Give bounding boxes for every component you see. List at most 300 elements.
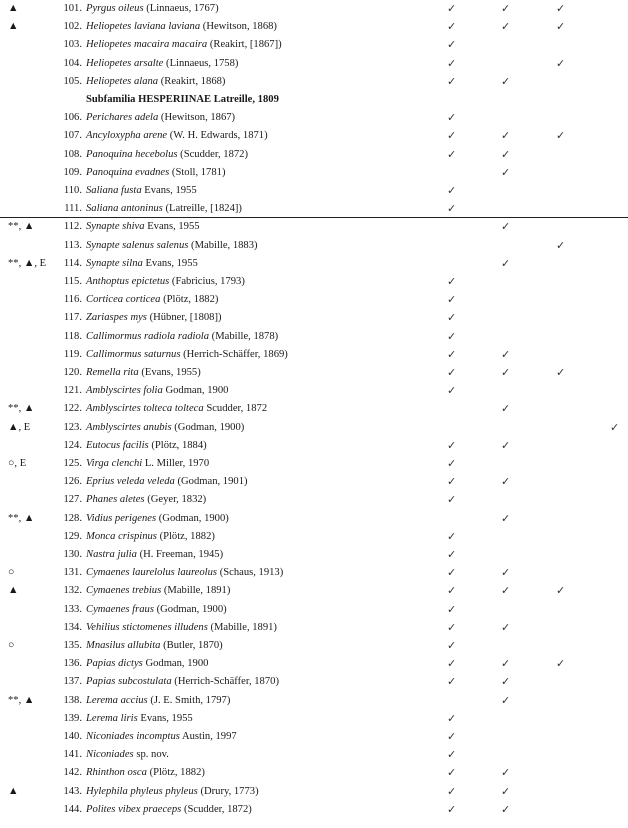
table-row xyxy=(0,546,628,564)
check-icon: ✓ xyxy=(447,676,457,689)
scientific-name: Callimormus saturnus xyxy=(86,348,181,360)
scientific-name: Synapte salenus salenus xyxy=(86,239,189,251)
check-icon: ✓ xyxy=(447,458,457,470)
species-name xyxy=(86,546,223,564)
species-number: 115. xyxy=(63,276,82,287)
check-icon: ✓ xyxy=(501,21,511,34)
scientific-name: Papias dictys xyxy=(86,658,143,670)
species-number: 120. xyxy=(63,367,82,378)
table-row xyxy=(0,109,628,127)
check-icon: ✓ xyxy=(447,749,457,762)
species-author: (Herrich-Schäffer, 1869) xyxy=(180,348,288,360)
scientific-name: Papias subcostulata xyxy=(86,676,172,688)
check-icon: ✓ xyxy=(447,367,457,379)
check-icon: ✓ xyxy=(501,658,511,671)
species-author: Evans, 1955 xyxy=(137,712,193,724)
species-author: (Hübner, [1808]) xyxy=(146,312,222,324)
check-icon: ✓ xyxy=(447,385,457,398)
species-author: (Latreille, [1824]) xyxy=(162,203,242,215)
species-author: (Mabille, 1883) xyxy=(188,239,258,251)
check-icon: ✓ xyxy=(447,567,457,580)
species-author: (Stoll, 1781) xyxy=(169,166,226,178)
status-marker: **, ▲ xyxy=(8,403,35,415)
table-row xyxy=(0,655,628,673)
scientific-name: Vidius perigenes xyxy=(86,512,157,524)
check-icon: ✓ xyxy=(447,731,457,743)
species-number: 138. xyxy=(63,694,82,706)
species-number: 132. xyxy=(63,585,82,597)
species-number: 127. xyxy=(63,494,82,506)
species-name xyxy=(86,146,248,164)
species-number: 106. xyxy=(63,112,82,124)
species-number: 112. xyxy=(63,221,82,233)
scientific-name: Cymaenes laurelolus laureolus xyxy=(86,567,218,579)
check-icon: ✓ xyxy=(501,476,511,489)
species-number: 137. xyxy=(63,676,82,688)
species-number: 136. xyxy=(63,658,82,670)
table-row xyxy=(0,127,628,145)
status-marker: ○ xyxy=(8,567,15,579)
species-name xyxy=(86,109,235,127)
table-row xyxy=(0,309,628,327)
table-row xyxy=(0,437,628,455)
table-row xyxy=(0,673,628,691)
scientific-name: Vehilius stictomenes illudens xyxy=(86,621,208,633)
species-name xyxy=(86,564,283,582)
scientific-name: Saliana antoninus xyxy=(86,203,163,215)
check-icon: ✓ xyxy=(447,185,457,197)
table-row xyxy=(0,619,628,637)
species-author: (Godman, 1900) xyxy=(156,512,229,524)
check-icon: ✓ xyxy=(447,203,457,216)
scientific-name: Anthoptus epictetus xyxy=(86,276,170,287)
table-row xyxy=(0,692,628,710)
table-row xyxy=(0,73,628,91)
scientific-name: Lerema accius xyxy=(86,694,148,706)
species-name xyxy=(86,328,278,346)
species-name xyxy=(86,655,208,673)
check-icon: ✓ xyxy=(447,112,457,125)
species-number: 129. xyxy=(63,530,82,542)
scientific-name: Mnasilus allubita xyxy=(86,640,161,651)
species-author: (Mabille, 1891) xyxy=(161,585,231,597)
check-icon: ✓ xyxy=(501,585,511,598)
species-author: (Godman, 1900) xyxy=(171,421,245,433)
species-number: 114. xyxy=(63,257,82,269)
check-icon: ✓ xyxy=(447,57,457,70)
scientific-name: Panoquina hecebolus xyxy=(86,148,178,160)
species-name xyxy=(86,419,244,437)
check-icon: ✓ xyxy=(501,130,511,143)
species-name xyxy=(86,801,252,819)
table-row xyxy=(0,637,628,655)
species-author: (W. H. Edwards, 1871) xyxy=(167,130,268,142)
species-number: 110. xyxy=(63,185,82,196)
table-row xyxy=(0,582,628,600)
check-icon: ✓ xyxy=(501,348,511,361)
status-marker: ▲ xyxy=(8,785,19,797)
scientific-name: Amblyscirtes anubis xyxy=(86,421,172,433)
species-name xyxy=(86,237,258,255)
species-author: (Linnaeus, 1767) xyxy=(143,3,219,14)
species-number: 144. xyxy=(63,803,82,815)
table-row xyxy=(0,510,628,528)
species-name xyxy=(86,309,222,327)
check-icon: ✓ xyxy=(556,239,566,252)
species-number: 139. xyxy=(63,712,82,724)
species-author: (Hewitson, 1868) xyxy=(200,21,277,33)
table-row xyxy=(0,783,628,801)
status-marker: ○ xyxy=(8,640,15,651)
check-icon: ✓ xyxy=(501,567,511,580)
scientific-name: Hylephila phyleus phyleus xyxy=(86,785,198,797)
species-author: (Linnaeus, 1758) xyxy=(163,57,239,69)
species-number: 142. xyxy=(63,767,82,779)
species-number: 126. xyxy=(63,476,82,488)
species-number: 107. xyxy=(63,130,82,142)
scientific-name: Niconiades incomptus xyxy=(86,731,180,742)
species-number: 109. xyxy=(63,166,82,178)
check-icon: ✓ xyxy=(447,803,457,816)
scientific-name: Ancyloxypha arene xyxy=(86,130,168,142)
species-author: (Butler, 1870) xyxy=(160,640,223,651)
table-row xyxy=(0,273,628,291)
scientific-name: Perichares adela xyxy=(86,112,159,124)
scientific-name: Heliopetes macaira macaira xyxy=(86,39,208,51)
species-author: Scudder, 1872 xyxy=(203,403,268,415)
table-row xyxy=(0,400,628,418)
scientific-name: Heliopetes alana xyxy=(86,75,159,87)
table-row xyxy=(0,746,628,764)
check-icon: ✓ xyxy=(447,21,457,34)
check-icon: ✓ xyxy=(501,621,511,634)
table-row xyxy=(0,364,628,382)
species-author: Austin, 1997 xyxy=(179,731,237,742)
table-row xyxy=(0,218,628,236)
table-row xyxy=(0,801,628,819)
species-name xyxy=(86,0,219,18)
species-name xyxy=(86,637,223,655)
check-icon: ✓ xyxy=(447,621,457,634)
species-number: 122. xyxy=(63,403,82,415)
species-number: 111. xyxy=(64,203,82,215)
scientific-name: Amblyscirtes folia xyxy=(86,385,163,397)
table-row xyxy=(0,182,628,200)
species-name xyxy=(86,18,277,36)
table-row xyxy=(0,0,628,18)
check-icon: ✓ xyxy=(501,694,511,707)
species-number: 113. xyxy=(63,239,82,251)
check-icon: ✓ xyxy=(501,166,511,179)
subfamily-heading: Subfamilia HESPERIINAE Latreille, 1809 xyxy=(86,94,279,105)
species-name xyxy=(86,528,215,546)
species-number: 103. xyxy=(63,39,82,51)
check-icon: ✓ xyxy=(447,75,457,88)
species-author: L. Miller, 1970 xyxy=(142,458,210,469)
species-name xyxy=(86,746,169,764)
check-icon: ✓ xyxy=(501,148,511,161)
species-author: (Reakirt, 1868) xyxy=(158,75,226,87)
check-icon: ✓ xyxy=(447,494,457,507)
species-author: (Reakirt, [1867]) xyxy=(207,39,282,51)
status-marker: **, ▲, E xyxy=(8,257,47,269)
species-name xyxy=(86,182,197,200)
table-row xyxy=(0,18,628,36)
status-marker: ▲, E xyxy=(8,421,31,433)
scientific-name: Monca crispinus xyxy=(86,530,157,542)
check-icon: ✓ xyxy=(501,3,511,15)
species-author: (Plötz, 1884) xyxy=(148,439,207,451)
table-row xyxy=(0,728,628,746)
check-icon: ✓ xyxy=(447,658,457,671)
table-row xyxy=(0,146,628,164)
status-marker: ▲ xyxy=(8,585,19,597)
check-icon: ✓ xyxy=(556,130,566,143)
species-author: Evans, 1955 xyxy=(144,221,200,233)
check-icon: ✓ xyxy=(447,476,457,489)
scientific-name: Rhinthon osca xyxy=(86,767,147,779)
species-name xyxy=(86,164,225,182)
species-author: (Evans, 1955) xyxy=(138,367,201,378)
subfamily-heading-row xyxy=(0,91,628,109)
scientific-name: Synapte shiva xyxy=(86,221,145,233)
species-author: (Fabricius, 1793) xyxy=(169,276,245,287)
check-icon: ✓ xyxy=(556,21,566,34)
species-name xyxy=(86,764,205,782)
species-name xyxy=(86,582,230,600)
species-number: 125. xyxy=(63,458,82,469)
check-icon: ✓ xyxy=(501,439,511,452)
scientific-name: Corticea corticea xyxy=(86,294,161,306)
scientific-name: Heliopetes laviana laviana xyxy=(86,21,201,33)
species-name xyxy=(86,491,206,509)
scientific-name: Nastra julia xyxy=(86,549,137,560)
species-number: 128. xyxy=(63,512,82,524)
table-row xyxy=(0,55,628,73)
species-number: 134. xyxy=(63,621,82,633)
check-icon: ✓ xyxy=(501,676,511,689)
table-row xyxy=(0,764,628,782)
species-number: 117. xyxy=(63,312,82,324)
species-name xyxy=(86,728,237,746)
species-number: 108. xyxy=(63,148,82,160)
species-author: (Plötz, 1882) xyxy=(156,530,215,542)
scientific-name: Pyrgus oileus xyxy=(86,3,144,14)
species-number: 123. xyxy=(63,421,82,433)
check-icon: ✓ xyxy=(447,712,457,725)
table-divider xyxy=(0,217,628,218)
table-row xyxy=(0,710,628,728)
species-author: (Godman, 1900) xyxy=(153,603,227,615)
species-number: 130. xyxy=(63,549,82,560)
species-name xyxy=(86,473,248,491)
scientific-name: Polites vibex praeceps xyxy=(86,803,182,815)
species-author: (Mabille, 1878) xyxy=(209,330,279,342)
table-row xyxy=(0,255,628,273)
scientific-name: Niconiades xyxy=(86,749,134,761)
species-number: 124. xyxy=(63,439,82,451)
scientific-name: Eprius veleda veleda xyxy=(86,476,175,488)
species-number: 118. xyxy=(63,330,82,342)
status-marker: ▲ xyxy=(8,3,19,14)
table-row xyxy=(0,564,628,582)
check-icon: ✓ xyxy=(501,803,511,816)
scientific-name: Panoquina evadnes xyxy=(86,166,170,178)
scientific-name: Phanes aletes xyxy=(86,494,145,506)
species-name xyxy=(86,601,227,619)
species-author: (Scudder, 1872) xyxy=(181,803,252,815)
species-name xyxy=(86,291,218,309)
check-icon: ✓ xyxy=(447,130,457,143)
species-number: 140. xyxy=(63,731,82,742)
species-name xyxy=(86,73,225,91)
table-row xyxy=(0,455,628,473)
species-author: (Drury, 1773) xyxy=(197,785,259,797)
check-icon: ✓ xyxy=(501,512,511,525)
check-icon: ✓ xyxy=(556,658,566,671)
species-author: (Hewitson, 1867) xyxy=(158,112,236,124)
species-author: sp. nov. xyxy=(133,749,169,761)
species-author: (Herrich-Schäffer, 1870) xyxy=(171,676,279,688)
species-number: 116. xyxy=(63,294,82,306)
species-number: 104. xyxy=(63,57,82,69)
species-name xyxy=(86,783,259,801)
species-number: 133. xyxy=(63,603,82,615)
check-icon: ✓ xyxy=(447,530,457,543)
species-name xyxy=(86,710,193,728)
scientific-name: Lerema liris xyxy=(86,712,138,724)
check-icon: ✓ xyxy=(447,348,457,361)
check-icon: ✓ xyxy=(447,294,457,307)
scientific-name: Callimormus radiola radiola xyxy=(86,330,210,342)
species-author: (Mabille, 1891) xyxy=(207,621,277,633)
species-author: Godman, 1900 xyxy=(162,385,229,397)
species-number: 121. xyxy=(63,385,82,397)
species-name xyxy=(86,510,229,528)
scientific-name: Saliana fusta xyxy=(86,185,142,196)
species-number: 102. xyxy=(63,21,82,33)
check-icon: ✓ xyxy=(447,585,457,598)
check-icon: ✓ xyxy=(447,3,457,15)
table-row xyxy=(0,291,628,309)
check-icon: ✓ xyxy=(447,640,457,652)
table-row xyxy=(0,346,628,364)
species-author: Evans, 1955 xyxy=(142,257,198,269)
species-name xyxy=(86,382,228,400)
check-icon: ✓ xyxy=(447,148,457,161)
scientific-name: Virga clenchi xyxy=(86,458,143,469)
species-author: (Scudder, 1872) xyxy=(177,148,248,160)
species-name xyxy=(86,127,268,145)
table-row xyxy=(0,237,628,255)
check-icon: ✓ xyxy=(556,3,566,15)
table-row xyxy=(0,419,628,437)
species-author: Godman, 1900 xyxy=(142,658,209,670)
species-name xyxy=(86,36,282,54)
species-name xyxy=(86,364,201,382)
check-icon: ✓ xyxy=(501,785,511,798)
check-icon: ✓ xyxy=(447,276,457,288)
species-number: 101. xyxy=(63,3,82,14)
check-icon: ✓ xyxy=(501,221,511,234)
status-marker: **, ▲ xyxy=(8,221,35,233)
check-icon: ✓ xyxy=(501,257,511,270)
species-name xyxy=(86,273,245,291)
status-marker: ▲ xyxy=(8,21,19,33)
check-icon: ✓ xyxy=(501,767,511,780)
status-marker: ○, E xyxy=(8,458,27,469)
check-icon: ✓ xyxy=(501,75,511,88)
species-number: 105. xyxy=(63,75,82,87)
scientific-name: Eutocus facilis xyxy=(86,439,149,451)
table-row xyxy=(0,382,628,400)
species-author: (H. Freeman, 1945) xyxy=(136,549,224,560)
check-icon: ✓ xyxy=(447,549,457,561)
species-number: 135. xyxy=(63,640,82,651)
table-row xyxy=(0,601,628,619)
species-name xyxy=(86,55,238,73)
species-name xyxy=(86,400,267,418)
species-number: 131. xyxy=(63,567,82,579)
table-row xyxy=(0,528,628,546)
species-author: Evans, 1955 xyxy=(141,185,197,196)
species-number: 143. xyxy=(63,785,82,797)
species-name xyxy=(86,619,277,637)
species-number: 119. xyxy=(63,348,82,360)
species-author: (Plötz, 1882) xyxy=(160,294,219,306)
status-marker: **, ▲ xyxy=(8,512,35,524)
check-icon: ✓ xyxy=(556,585,566,598)
species-name xyxy=(86,255,198,273)
check-icon: ✓ xyxy=(501,403,511,416)
species-name xyxy=(86,692,230,710)
scientific-name: Amblyscirtes tolteca tolteca xyxy=(86,403,204,415)
species-author: (Plötz, 1882) xyxy=(146,767,205,779)
table-row xyxy=(0,491,628,509)
species-name xyxy=(86,437,207,455)
check-icon: ✓ xyxy=(447,39,457,52)
scientific-name: Remella rita xyxy=(86,367,139,378)
table-row xyxy=(0,473,628,491)
species-author: (Schaus, 1913) xyxy=(217,567,284,579)
check-icon: ✓ xyxy=(556,367,566,379)
table-row xyxy=(0,164,628,182)
species-name xyxy=(86,346,288,364)
table-row xyxy=(0,36,628,54)
table-row xyxy=(0,200,628,218)
species-name xyxy=(86,218,200,236)
species-name xyxy=(86,455,209,473)
table-row xyxy=(0,328,628,346)
species-number: 141. xyxy=(63,749,82,761)
check-icon: ✓ xyxy=(447,785,457,798)
species-name xyxy=(86,200,242,218)
check-icon: ✓ xyxy=(556,57,566,70)
check-icon: ✓ xyxy=(501,367,511,379)
status-marker: **, ▲ xyxy=(8,694,35,706)
check-icon: ✓ xyxy=(447,603,457,616)
scientific-name: Cymaenes fraus xyxy=(86,603,154,615)
check-icon: ✓ xyxy=(447,767,457,780)
scientific-name: Heliopetes arsalte xyxy=(86,57,164,69)
scientific-name: Cymaenes trebius xyxy=(86,585,162,597)
check-icon: ✓ xyxy=(447,439,457,452)
scientific-name: Zariaspes mys xyxy=(86,312,147,324)
scientific-name: Synapte silna xyxy=(86,257,143,269)
species-name xyxy=(86,673,279,691)
check-icon: ✓ xyxy=(447,330,457,343)
check-icon: ✓ xyxy=(610,421,620,434)
